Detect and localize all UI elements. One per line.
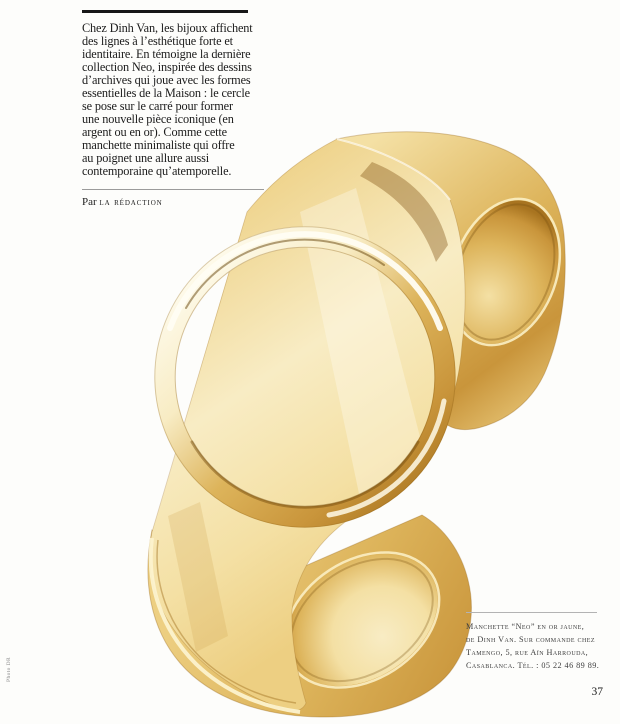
photo-credit-vertical: Photo DR xyxy=(6,656,12,682)
article-line: une nouvelle pièce iconique (en xyxy=(82,112,234,126)
article-line: manchette minimaliste qui offre xyxy=(82,138,235,152)
article-line: collection Neo, inspirée des dessins xyxy=(82,60,252,74)
photo-caption xyxy=(466,620,616,672)
caption-line: Tamengo, 5, rue Aïn Harrouda, xyxy=(466,648,589,657)
caption-rule xyxy=(466,612,597,613)
caption-line: de Dinh Van. Sur commande chez xyxy=(466,635,596,644)
article-line: des lignes à l’esthétique forte et xyxy=(82,34,233,48)
article-line: essentielles de la Maison : le cercle xyxy=(82,86,250,100)
page-number: 37 xyxy=(591,686,603,698)
article-line: d’archives qui joue avec les formes xyxy=(82,73,251,87)
byline-prefix: Par xyxy=(82,196,97,208)
article-line: argent ou en or). Comme cette xyxy=(82,125,227,139)
article-line: contemporaine qu’atemporelle. xyxy=(82,164,232,178)
byline-name: la rédaction xyxy=(99,197,163,208)
article-line: Chez Dinh Van, les bijoux affichent xyxy=(82,21,253,35)
article-line: au poignet une allure aussi xyxy=(82,151,210,165)
article-line: se pose sur le carré pour former xyxy=(82,99,233,113)
caption-line: Casablanca. Tél. : 05 22 46 89 89. xyxy=(466,661,600,670)
article-line: identitaire. En témoigne la dernière xyxy=(82,47,251,61)
caption-line: Manchette “Neo” en or jaune, xyxy=(466,622,585,631)
